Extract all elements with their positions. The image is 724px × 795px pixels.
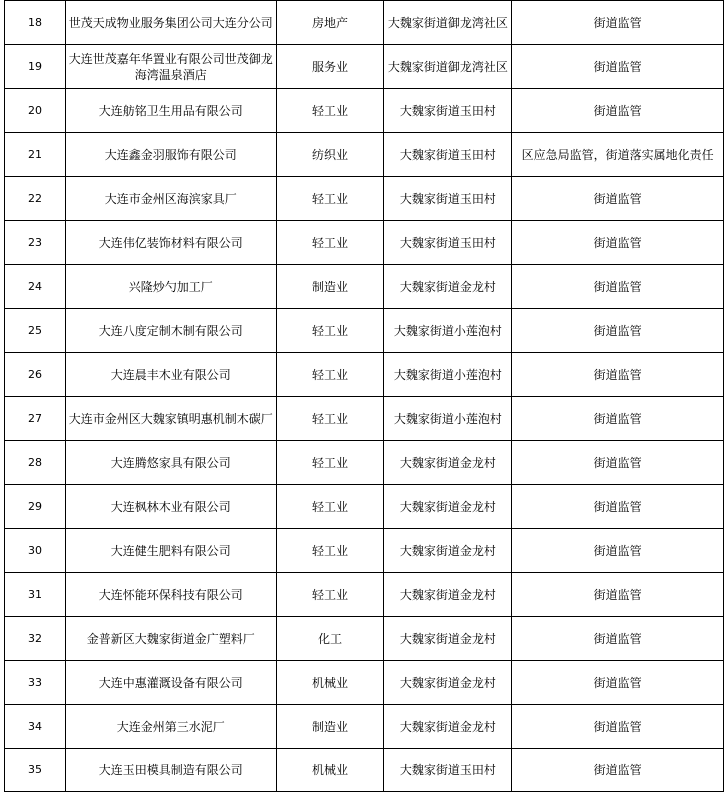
supervision-cell: 街道监管: [512, 1, 724, 45]
supervision-cell: 街道监管: [512, 265, 724, 309]
supervision-cell: 街道监管: [512, 309, 724, 353]
supervision-cell: 街道监管: [512, 89, 724, 133]
industry-cell: 化工: [276, 617, 384, 661]
supervision-cell: 街道监管: [512, 441, 724, 485]
company-name-cell: 大连八度定制木制有限公司: [65, 309, 276, 353]
table-row: [5, 89, 724, 133]
table-row: [5, 617, 724, 661]
company-name-cell: 大连健生肥料有限公司: [65, 529, 276, 573]
table-row: [5, 265, 724, 309]
supervision-cell: 街道监管: [512, 573, 724, 617]
table-row: [5, 705, 724, 749]
table-row: [5, 441, 724, 485]
row-number-cell: 28: [5, 441, 66, 485]
industry-cell: 轻工业: [276, 485, 384, 529]
row-number-cell: 33: [5, 661, 66, 705]
industry-cell: 机械业: [276, 661, 384, 705]
company-name-cell: 大连腾悠家具有限公司: [65, 441, 276, 485]
location-cell: 大魏家街道玉田村: [384, 133, 512, 177]
supervision-cell: 街道监管: [512, 221, 724, 265]
company-name-cell: 大连枫林木业有限公司: [65, 485, 276, 529]
enterprise-table: [4, 0, 724, 792]
industry-cell: 房地产: [276, 1, 384, 45]
industry-cell: 轻工业: [276, 573, 384, 617]
supervision-cell: 街道监管: [512, 617, 724, 661]
table-row: [5, 529, 724, 573]
industry-cell: 制造业: [276, 705, 384, 749]
supervision-cell: 街道监管: [512, 45, 724, 89]
location-cell: 大魏家街道金龙村: [384, 441, 512, 485]
supervision-cell: 街道监管: [512, 397, 724, 441]
industry-cell: 轻工业: [276, 221, 384, 265]
supervision-cell: 街道监管: [512, 661, 724, 705]
company-name-cell: 大连市金州区海滨家具厂: [65, 177, 276, 221]
supervision-cell: 区应急局监管，街道落实属地化责任: [512, 133, 724, 177]
table-row: [5, 485, 724, 529]
location-cell: 大魏家街道玉田村: [384, 221, 512, 265]
industry-cell: 纺织业: [276, 133, 384, 177]
company-name-cell: 大连怀能环保科技有限公司: [65, 573, 276, 617]
location-cell: 大魏家街道玉田村: [384, 177, 512, 221]
table-row: [5, 133, 724, 177]
company-name-cell: 金普新区大魏家街道金广塑料厂: [65, 617, 276, 661]
row-number-cell: 31: [5, 573, 66, 617]
table-row: [5, 221, 724, 265]
row-number-cell: 27: [5, 397, 66, 441]
industry-cell: 轻工业: [276, 309, 384, 353]
industry-cell: 轻工业: [276, 397, 384, 441]
table-body: [5, 1, 724, 792]
company-name-cell: 大连舫铭卫生用品有限公司: [65, 89, 276, 133]
location-cell: 大魏家街道玉田村: [384, 89, 512, 133]
location-cell: 大魏家街道金龙村: [384, 705, 512, 749]
row-number-cell: 32: [5, 617, 66, 661]
table-row: [5, 661, 724, 705]
industry-cell: 机械业: [276, 749, 384, 792]
row-number-cell: 24: [5, 265, 66, 309]
location-cell: 大魏家街道金龙村: [384, 485, 512, 529]
location-cell: 大魏家街道小莲泡村: [384, 397, 512, 441]
company-name-cell: 大连金州第三水泥厂: [65, 705, 276, 749]
supervision-cell: 街道监管: [512, 177, 724, 221]
row-number-cell: 26: [5, 353, 66, 397]
location-cell: 大魏家街道金龙村: [384, 529, 512, 573]
location-cell: 大魏家街道御龙湾社区: [384, 1, 512, 45]
table-row: [5, 1, 724, 45]
row-number-cell: 25: [5, 309, 66, 353]
location-cell: 大魏家街道小莲泡村: [384, 353, 512, 397]
location-cell: 大魏家街道金龙村: [384, 573, 512, 617]
row-number-cell: 19: [5, 45, 66, 89]
industry-cell: 服务业: [276, 45, 384, 89]
table-row: [5, 309, 724, 353]
industry-cell: 轻工业: [276, 529, 384, 573]
row-number-cell: 23: [5, 221, 66, 265]
row-number-cell: 18: [5, 1, 66, 45]
supervision-cell: 街道监管: [512, 529, 724, 573]
location-cell: 大魏家街道金龙村: [384, 661, 512, 705]
supervision-cell: 街道监管: [512, 749, 724, 792]
table-row: [5, 177, 724, 221]
row-number-cell: 21: [5, 133, 66, 177]
row-number-cell: 34: [5, 705, 66, 749]
row-number-cell: 29: [5, 485, 66, 529]
row-number-cell: 20: [5, 89, 66, 133]
supervision-cell: 街道监管: [512, 485, 724, 529]
table-row: [5, 353, 724, 397]
row-number-cell: 30: [5, 529, 66, 573]
table-row: [5, 749, 724, 792]
table-row: [5, 45, 724, 89]
company-name-cell: 大连玉田模具制造有限公司: [65, 749, 276, 792]
supervision-cell: 街道监管: [512, 353, 724, 397]
industry-cell: 轻工业: [276, 177, 384, 221]
company-name-cell: 大连鑫金羽服饰有限公司: [65, 133, 276, 177]
company-name-cell: 大连伟亿装饰材料有限公司: [65, 221, 276, 265]
location-cell: 大魏家街道御龙湾社区: [384, 45, 512, 89]
location-cell: 大魏家街道金龙村: [384, 617, 512, 661]
industry-cell: 轻工业: [276, 353, 384, 397]
location-cell: 大魏家街道金龙村: [384, 265, 512, 309]
company-name-cell: 大连市金州区大魏家镇明惠机制木碳厂: [65, 397, 276, 441]
table-row: [5, 573, 724, 617]
industry-cell: 轻工业: [276, 89, 384, 133]
industry-cell: 制造业: [276, 265, 384, 309]
location-cell: 大魏家街道小莲泡村: [384, 309, 512, 353]
supervision-cell: 街道监管: [512, 705, 724, 749]
row-number-cell: 22: [5, 177, 66, 221]
company-name-cell: 世茂天成物业服务集团公司大连分公司: [65, 1, 276, 45]
company-name-cell: 大连晨丰木业有限公司: [65, 353, 276, 397]
industry-cell: 轻工业: [276, 441, 384, 485]
company-name-cell: 大连中惠灌溉设备有限公司: [65, 661, 276, 705]
table-row: [5, 397, 724, 441]
company-name-cell: 大连世茂嘉年华置业有限公司世茂御龙海湾温泉酒店: [65, 45, 276, 89]
company-name-cell: 兴隆炒勺加工厂: [65, 265, 276, 309]
location-cell: 大魏家街道玉田村: [384, 749, 512, 792]
row-number-cell: 35: [5, 749, 66, 792]
